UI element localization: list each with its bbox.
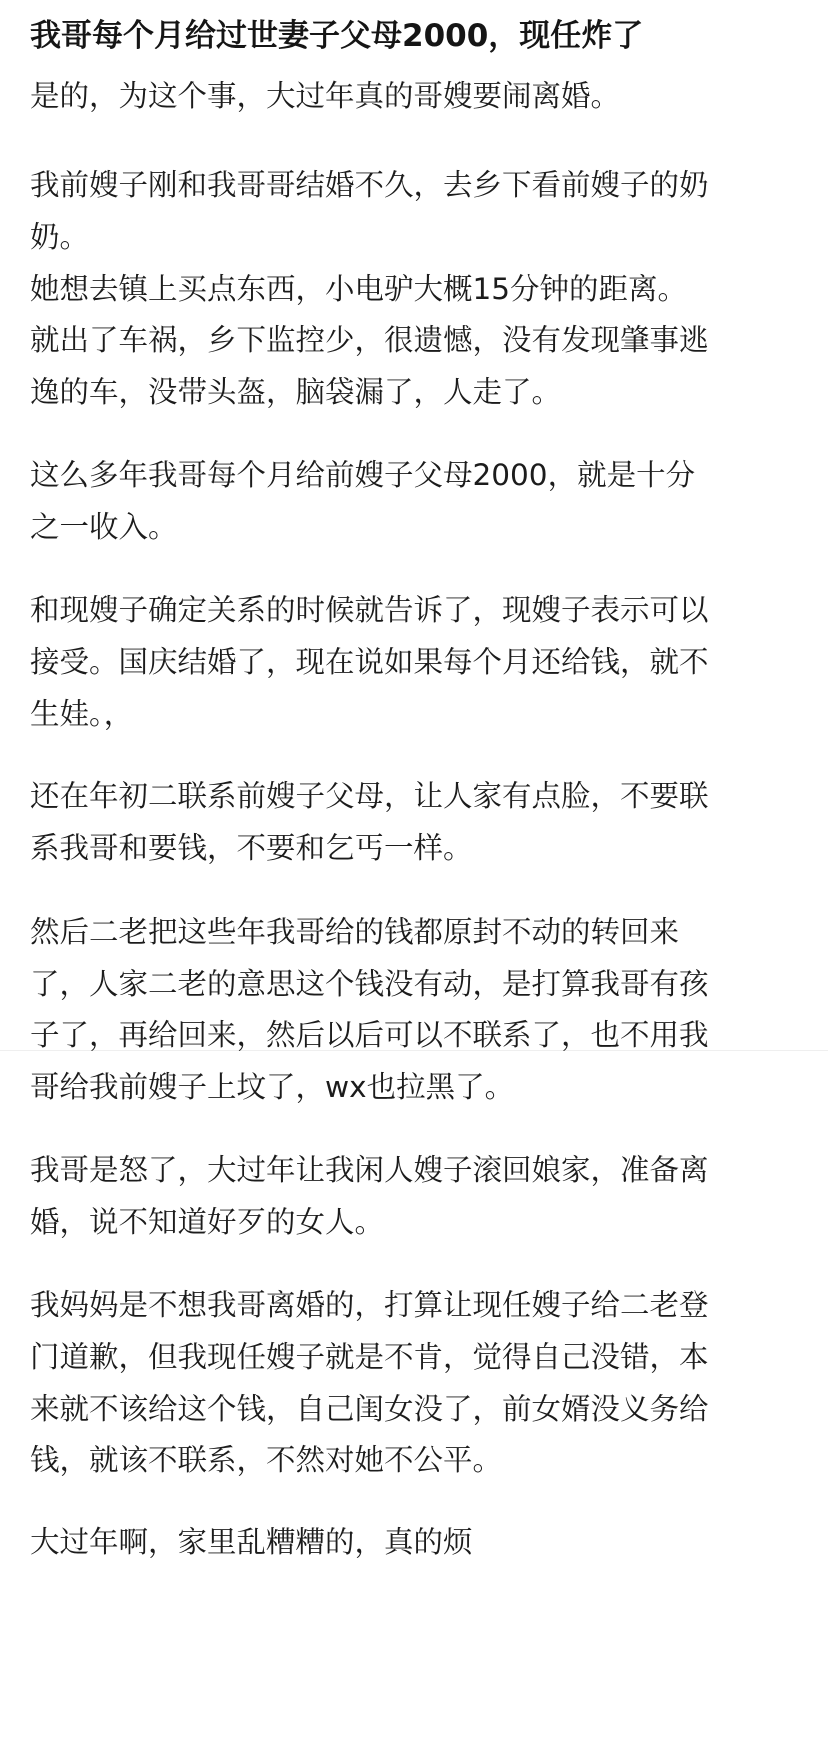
post-line: 然后二老把这些年我哥给的钱都原封不动的转回来 <box>30 915 680 949</box>
post-title: 我哥每个月给过世妻子父母2000，现任炸了 <box>30 18 644 54</box>
post-line: 我妈妈是不想我哥离婚的，打算让现任嫂子给二老登 <box>30 1288 709 1322</box>
post-line: 门道歉，但我现任嫂子就是不肯，觉得自己没错，本 <box>30 1340 709 1374</box>
post-line: 我哥是怒了，大过年让我闲人嫂子滚回娘家，准备离 <box>30 1153 709 1187</box>
post-line: 之一收入。 <box>30 510 178 544</box>
post-line: 子了，再给回来，然后以后可以不联系了，也不用我 <box>30 1018 709 1052</box>
post-line: 和现嫂子确定关系的时候就告诉了，现嫂子表示可以 <box>30 593 709 627</box>
post-line: 大过年啊，家里乱糟糟的，真的烦 <box>30 1525 473 1559</box>
post-line: 还在年初二联系前嫂子父母，让人家有点脸，不要联 <box>30 779 709 813</box>
post-line: 哥给我前嫂子上坟了，wx也拉黑了。 <box>30 1070 515 1104</box>
post-line: 这么多年我哥每个月给前嫂子父母2000，就是十分 <box>30 458 696 492</box>
post-line: 了，人家二老的意思这个钱没有动，是打算我哥有孩 <box>30 967 709 1001</box>
post-line: 婚，说不知道好歹的女人。 <box>30 1205 385 1239</box>
post-line: 逸的车，没带头盔，脑袋漏了，人走了。 <box>30 375 562 409</box>
post-line: 来就不该给这个钱，自己闺女没了，前女婿没义务给 <box>30 1392 709 1426</box>
post-line: 系我哥和要钱，不要和乞丐一样。 <box>30 831 473 865</box>
post-line: 接受。国庆结婚了，现在说如果每个月还给钱，就不 <box>30 645 709 679</box>
post-line: 她想去镇上买点东西，小电驴大概15分钟的距离。 <box>30 272 688 306</box>
post-line: 钱，就该不联系，不然对她不公平。 <box>30 1443 503 1477</box>
post-line: 是的，为这个事，大过年真的哥嫂要闹离婚。 <box>30 79 621 113</box>
post-line: 生娃。， <box>30 697 134 731</box>
post-line: 奶。 <box>30 220 90 254</box>
post-line: 我前嫂子刚和我哥哥结婚不久，去乡下看前嫂子的奶 <box>30 168 709 202</box>
post-line: 就出了车祸，乡下监控少，很遗憾，没有发现肇事逃 <box>30 323 709 357</box>
